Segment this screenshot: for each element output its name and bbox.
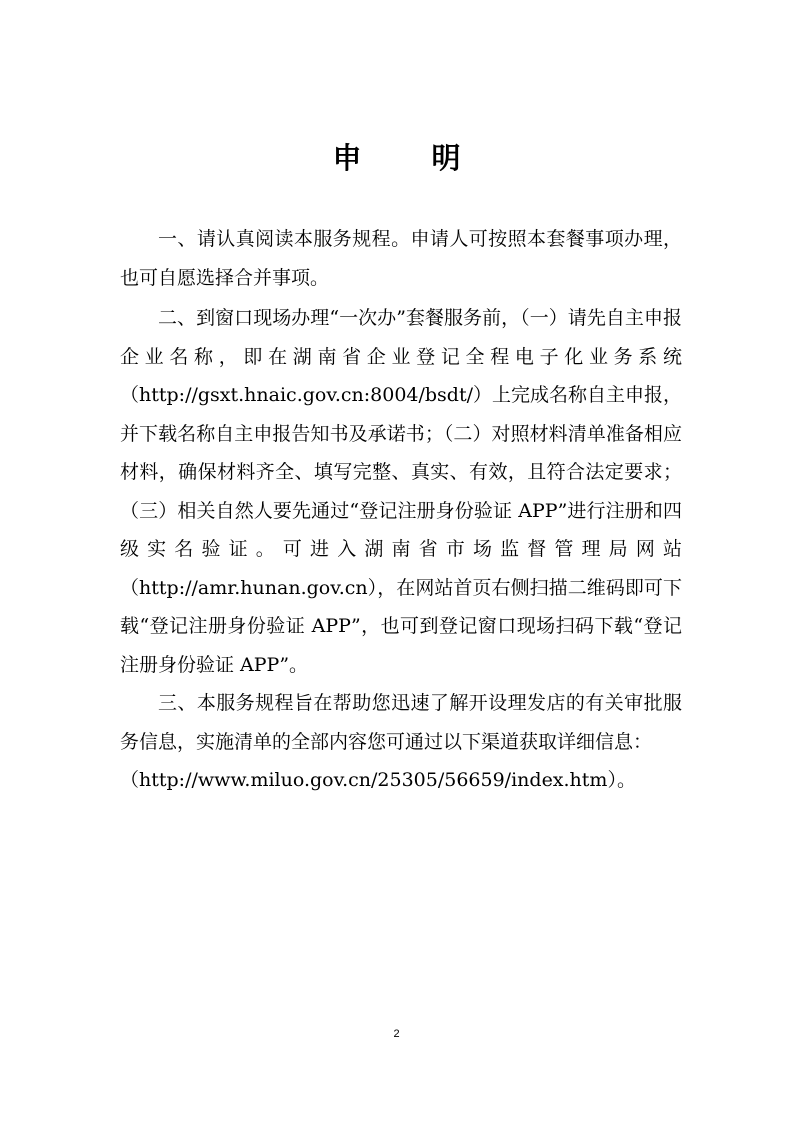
paragraph-1: 一、请认真阅读本服务规程。申请人可按照本套餐事项办理，也可自愿选择合并事项。 <box>120 228 682 289</box>
paragraph-url: （http://www.miluo.gov.cn/25305/56659/index.htm）。 <box>120 769 636 791</box>
document-title: 申 明 <box>332 141 491 175</box>
paragraph-3: 三、本服务规程旨在帮助您迅速了解开设理发店的有关审批服务信息，实施清单的全部内容您可通过以下渠道获取详细信息： <box>120 692 682 753</box>
page-number: 2 <box>393 1028 400 1040</box>
document-body <box>120 220 682 800</box>
paragraph-2: 二、到窗口现场办理“一次办”套餐服务前，（一）请先自主申报企业名称，即在湖南省企业登记全程电子化业务系统（http://gsxt.hnaic.gov.cn:8004/bsdt/）上完成名称自主申报，并下载名称自主申报告知书及承诺书；（二）对照材料清单准备相应材料，确保材料齐全、填写完整、真实、有效，且符合法定要求；（三）相关自然人要先通过“登记注册身份验证 APP”进行注册和四级实名验证。可进入湖南省市场监督管理局网站（http://amr.hunan.gov.cn），在网站首页右侧扫描二维码即可下载“登记注册身份验证 APP”，也可到登记窗口现场扫码下载“登记注册身份验证 APP”。 <box>120 307 683 676</box>
